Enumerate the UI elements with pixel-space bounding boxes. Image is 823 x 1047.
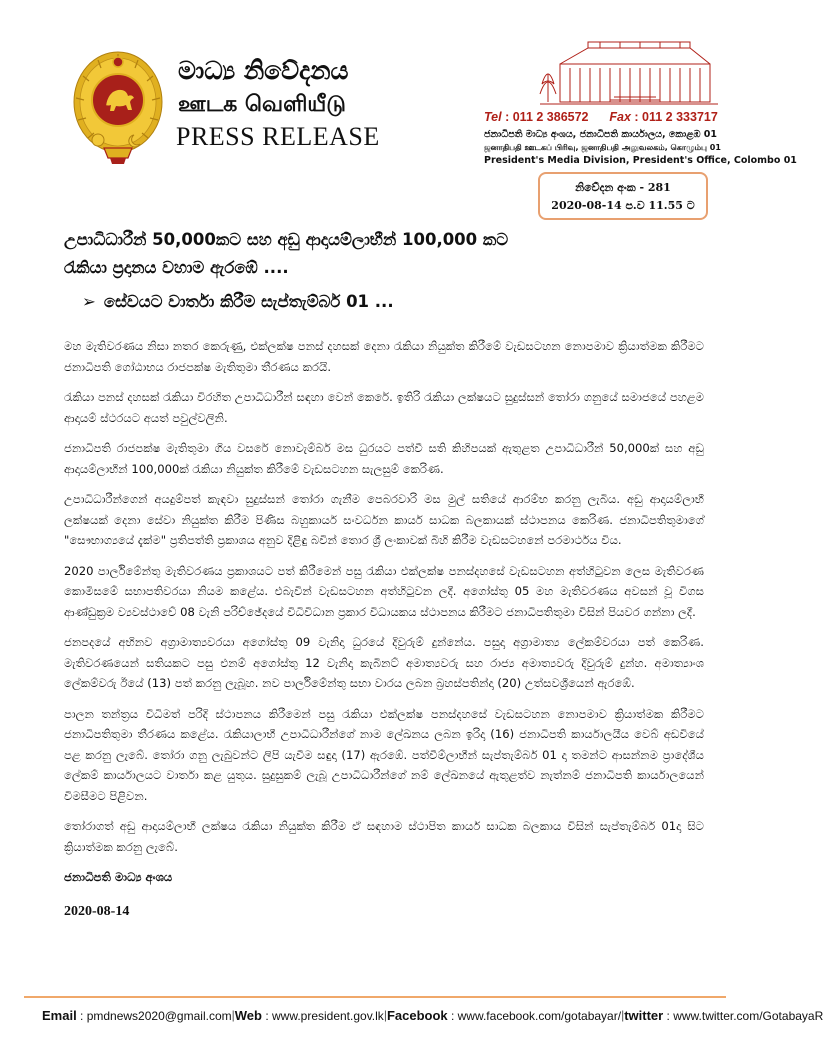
paragraph-4: උපාධිධාරීන්ගෙන් අයදුම්පත් කැඳවා සුදුස්සන් තෝරා ගැනීම පෙබරවාරි මස මුල් සතියේ ආරම්භ කරනු ලැබිය. අඩු ආදායම්ලාභී ලක්ෂයක් දෙනා සේවා නියුක්ත කිරීම පිණිස බහුකාර්ය සංවර්ධන කාර්ය සාධක බලකායක් ස්ථාපනය කෙරිණ. ජනාධිපතිතුමාගේ "සෞභාග්‍යයේ දැක්ම" ප්‍රතිපත්ති ප්‍රකාශය අනුව දිළිඳු බවින් තොර ශ්‍රී ලංකාවක් බිහි කිරීම වැඩසටහනේ පරමාර්ථය විය. (64, 492, 704, 547)
headline-line-2: රැකියා ප්‍රදානය වහාම ඇරඹේ .... (64, 258, 289, 277)
twitter-label: twitter (624, 1008, 664, 1023)
fax-label: Fax (609, 110, 631, 124)
fax-value: : 011 2 333717 (634, 110, 718, 124)
release-reference-box (538, 172, 708, 220)
paragraph-2: රැකියා පනස් දහසක් රැකියා විරහිත උපාධිධාරීන් සඳහා වෙන් කෙරේ. ඉතිරි රැකියා ලක්ෂයට සුදුස්සන් තෝරා ගනුයේ සමාජයේ පහළම ආදායම් ස්ථරයට අයත් පවුල්වලිනි. (64, 390, 704, 425)
subheadline (82, 292, 394, 312)
title-tamil: ஊடக வெளியீடு (178, 92, 346, 117)
footer-facebook (387, 1008, 621, 1023)
issuing-division: ජනාධිපති මාධ්‍ය අංශය (64, 870, 173, 884)
footer-divider (24, 996, 726, 998)
release-date: 2020-08-14 (64, 903, 130, 919)
contact-numbers (484, 110, 718, 124)
paragraph-5: 2020 පාර්ලිමේන්තු මැතිවරණය ප්‍රකාශයට පත් කිරීමෙන් පසු රැකියා එක්ලක්ෂ පනස්දහසේ වැඩසටහන අත්හිටුවන ලෙස මැතිවරණ කොමිසමේ සභාපතිවරයා නියම කළේය. එබැවින් වැඩසටහන අත්හිටුවන ලදී. අගෝස්තු 05 මහ මැතිවරණය අවසන් වූ විගස ආණ්ඩුක්‍රම ව්‍යවස්ථාවේ 08 වැනි පරිච්ඡේදයේ විධිවිධාන ප්‍රකාර විධායකය ස්ථාපනය කිරීමට ජනාධිපතිතුමා විසින් පියවර ගන්නා ලදී. (64, 563, 704, 619)
tel-label: Tel (484, 110, 502, 124)
arrow-bullet-icon: ➢ (82, 292, 96, 311)
presidential-secretariat-icon (540, 34, 718, 106)
footer-twitter (624, 1008, 823, 1023)
release-number: නිවේදන අංක - 281 (575, 181, 671, 194)
paragraph-1: මහ මැතිවරණය නිසා නතර කෙරුණු, එක්ලක්ෂ පනස් දහසක් දෙනා රැකියා නියුක්ත කිරීමේ වැඩසටහන නොපමාව ක්‍රියාත්මක කිරීමට ජනාධිපති ගෝඨාභය රාජපක්ෂ මැතිතුමා තීරණය කරයි. (64, 339, 704, 374)
paragraph-3: ජනාධිපති රාජපක්ෂ මැතිතුමා ගිය වසරේ නොවැම්බර් මස ධුරයට පත්වී සති කිහිපයක් ඇතුළත උපාධිධාරීන් 50,000ක් සහ අඩු ආදායම්ලාභීන් 100,000ක් රැකියා නියුක්ත කිරීමේ වැඩසටහන සැලසුම් කෙරිණ. (64, 441, 704, 476)
facebook-label: Facebook (386, 1008, 448, 1023)
twitter-link[interactable]: : www.twitter.com/GotabayaR (666, 1009, 823, 1023)
office-address (484, 128, 797, 167)
office-tamil: ஜனாதிபதி ஊடகப் பிரிவு, ஜனாதிபதி அலுவலகம், கொழும்பு 01 (484, 143, 721, 152)
paragraph-6: ජනපදයේ අභිනව අග්‍රාමාත්‍යවරයා අගෝස්තු 09 වැනිදා ධුරයේ දිවුරුම් දුන්නේය. පසුදා අග්‍රාමාත්‍ය ලේකම්වරයා පත් කෙරිණ. මැතිවරණයෙන් සතියකට පසු එනම් අගෝස්තු 12 වැනිදා කැබිනට් අමාත්‍යවරු සහ රාජ්‍ය අමාත්‍යවරු දිවුරුම් දුන්හ. අමාත්‍යාංශ ලේකම්වරු ඊයේ (13) පත් කරනු ලැබූහ. නව පාර්ලිමේන්තු සභා වාරය ලබන බ්‍රහස්පතින්දා (20) උත්සවශ්‍රීයෙන් ඇරඹේ. (64, 635, 704, 690)
web-link[interactable]: : www.president.gov.lk (265, 1009, 384, 1023)
office-english: President's Media Division, President's Office, Colombo 01 (484, 155, 797, 166)
facebook-link[interactable]: : www.facebook.com/gotabayar/ (450, 1009, 622, 1023)
subheadline-text: සේවයට වාර්තා කිරීම සැප්තැම්බර් 01 ... (103, 292, 394, 311)
footer-contacts (42, 1008, 823, 1023)
email-link[interactable]: : pmdnews2020@gmail.com (80, 1009, 232, 1023)
headline (64, 226, 694, 282)
office-sinhala: ජනාධිපති මාධ්‍ය අංශය, ජනාධිපති කාර්යාලය, කොළඹ 01 (484, 129, 718, 140)
footer-separator: | (383, 1008, 387, 1022)
headline-line-1: උපාධිධාරීන් 50,000කට සහ අඩු ආදායම්ලාභීන් 100,000 කට (64, 230, 509, 249)
email-label: Email (42, 1008, 77, 1023)
footer-email (42, 1008, 232, 1023)
paragraph-7: පාලන තන්ත්‍රය විධිමත් පරිදි ස්ථාපනය කිරීමෙන් පසු රැකියා එක්ලක්ෂ පනස්දහසේ වැඩසටහන නොපමාව ක්‍රියාත්මක කිරීමට ජනාධිපතිතුමා තීරණය කළේය. රැකියාලාභී උපාධිධාරීන්ගේ නාම ලේඛනය ලබන ඉරිදා (16) ජනාධිපති කාර්යාලයීය වෙබ් අඩවියේ පළ කරනු ලැබේ. තෝරා ගනු ලැබුවන්ට ලිපි යැවීම සඳුදා (17) ඇරඹේ. පත්වීම්ලාභීන් සැප්තැම්බර් 01 දා තමන්ට ආසන්නම ප්‍රාදේශීය ලේකම් කාර්යාලයට වාර්තා කළ යුතුය. සුදුසුකම් ලැබූ උපාධිධාරීන්ගේ නම් ලේඛනයේ ඇතුළත්ව නැත්නම් ජනාධිපති කාර්යාලයෙන් විමසීමට පිළිවන. (64, 706, 704, 803)
title-sinhala: මාධ්‍ය නිවේදනය (178, 56, 349, 85)
footer-separator: | (621, 1008, 625, 1022)
paragraph-8: තෝරාගත් අඩු ආදායම්ලාභී ලක්ෂය රැකියා නියුක්ත කිරීම ඒ සඳහාම ස්ථාපිත කාර්ය සාධක බලකාය විසින් සැප්තැම්බර් 01දා සිට ක්‍රියාත්මක කරනු ලැබේ. (64, 819, 704, 854)
release-datetime: 2020-08-14 ප.ව 11.55 ට (551, 199, 695, 212)
title-english: PRESS RELEASE (176, 122, 380, 151)
sri-lanka-emblem-icon (68, 40, 168, 168)
footer-separator: | (231, 1008, 235, 1022)
press-release-body (64, 336, 704, 922)
web-label: Web (234, 1008, 262, 1023)
tel-value: : 011 2 386572 (505, 110, 589, 124)
footer-web (235, 1008, 384, 1023)
